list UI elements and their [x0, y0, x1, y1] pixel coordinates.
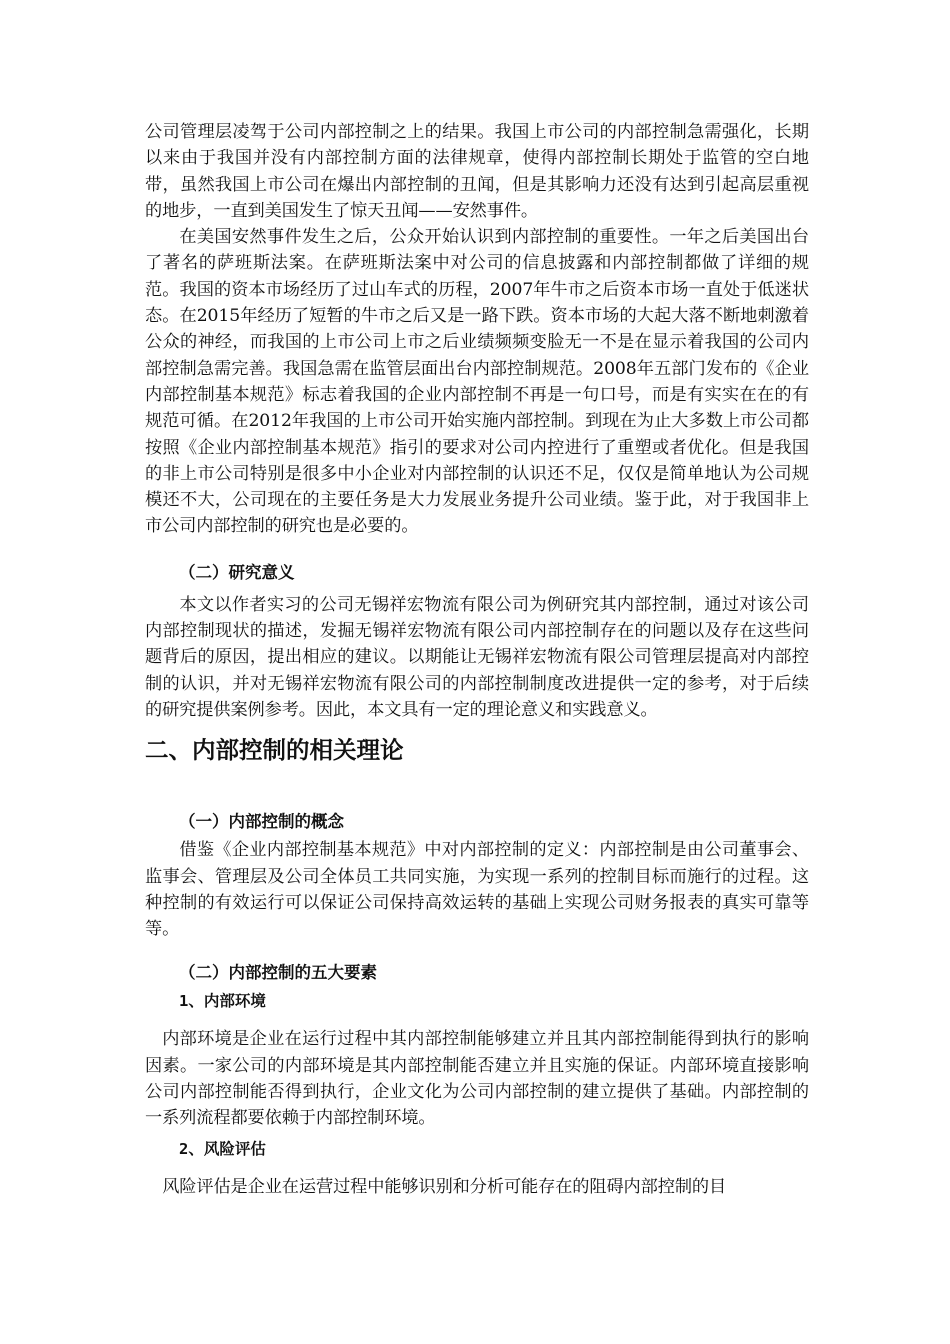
paragraph-6: 风险评估是企业在运营过程中能够识别和分析可能存在的阻碍内部控制的目	[162, 1176, 727, 1197]
section-2-heading: 二、内部控制的相关理论	[145, 736, 404, 765]
heading-internal-environment: 1、内部环境	[179, 992, 266, 1011]
document-body	[145, 119, 809, 1200]
paragraph-1: 公司管理层凌驾于公司内部控制之上的结果。我国上市公司的内部控制急需强化，长期以来由于我国并没有内部控制方面的法律规章，使得内部控制长期处于监管的空白地带，虽然我国上市公司在爆出内部控制的丑闻，但是其影响力还没有达到引起高层重视的地步，一直到美国发生了惊天丑闻——安然事件。	[145, 122, 809, 221]
heading-five-elements: （二）内部控制的五大要素	[179, 963, 377, 983]
heading-risk-assessment: 2、风险评估	[179, 1139, 266, 1158]
heading-internal-control-concept: （一）内部控制的概念	[179, 812, 344, 832]
heading-research-significance: （二）研究意义	[179, 562, 295, 582]
paragraph-5: 内部环境是企业在运行过程中其内部控制能够建立并且其内部控制能得到执行的影响因素。一家公司的内部环境是其内部控制能否建立并且实施的保证。内部环境直接影响公司内部控制能否得到执行，企业文化为公司内部控制的建立提供了基础。内部控制的一系列流程都要依赖于内部控制环境。	[145, 1029, 809, 1129]
paragraph-2: 在美国安然事件发生之后，公众开始认识到内部控制的重要性。一年之后美国出台了著名的萨班斯法案。在萨班斯法案中对公司的信息披露和内部控制都做了详细的规范。我国的资本市场经历了过山车式的历程，2007年牛市之后资本市场一直处于低迷状态。在2015年经历了短暂的牛市之后又是一路下跌。资本市场的大起大落不断地刺激着公众的神经，而我国的上市公司上市之后业绩频频变脸无一不是在显示着我国的公司内部控制急需完善。我国急需在监管层面出台内部控制规范。2008年五部门发布的《企业内部控制基本规范》标志着我国的企业内部控制不再是一句口号，而是有实实在在的有规范可循。在2012年我国的上市公司开始实施内部控制。到现在为止大多数上市公司都按照《企业内部控制基本规范》指引的要求对公司内控进行了重塑或者优化。但是我国的非上市公司特别是很多中小企业对内部控制的认识还不足，仅仅是简单地认为公司规模还不大，公司现在的主要任务是大力发展业务提升公司业绩。鉴于此，对于我国非上市公司内部控制的研究也是必要的。	[145, 227, 809, 537]
paragraph-3: 本文以作者实习的公司无锡祥宏物流有限公司为例研究其内部控制，通过对该公司内部控制现状的描述，发掘无锡祥宏物流有限公司内部控制存在的问题以及存在这些问题背后的原因，提出相应的建议。以期能让无锡祥宏物流有限公司管理层提高对内部控制的认识，并对无锡祥宏物流有限公司的内部控制制度改进提供一定的参考，对于后续的研究提供案例参考。因此，本文具有一定的理论意义和实践意义。	[145, 594, 809, 720]
paragraph-4: 借鉴《企业内部控制基本规范》中对内部控制的定义：内部控制是由公司董事会、监事会、管理层及公司全体员工共同实施，为实现一系列的控制目标而施行的过程。这种控制的有效运行可以保证公司保持高效运转的基础上实现公司财务报表的真实可靠等等。	[145, 840, 809, 940]
